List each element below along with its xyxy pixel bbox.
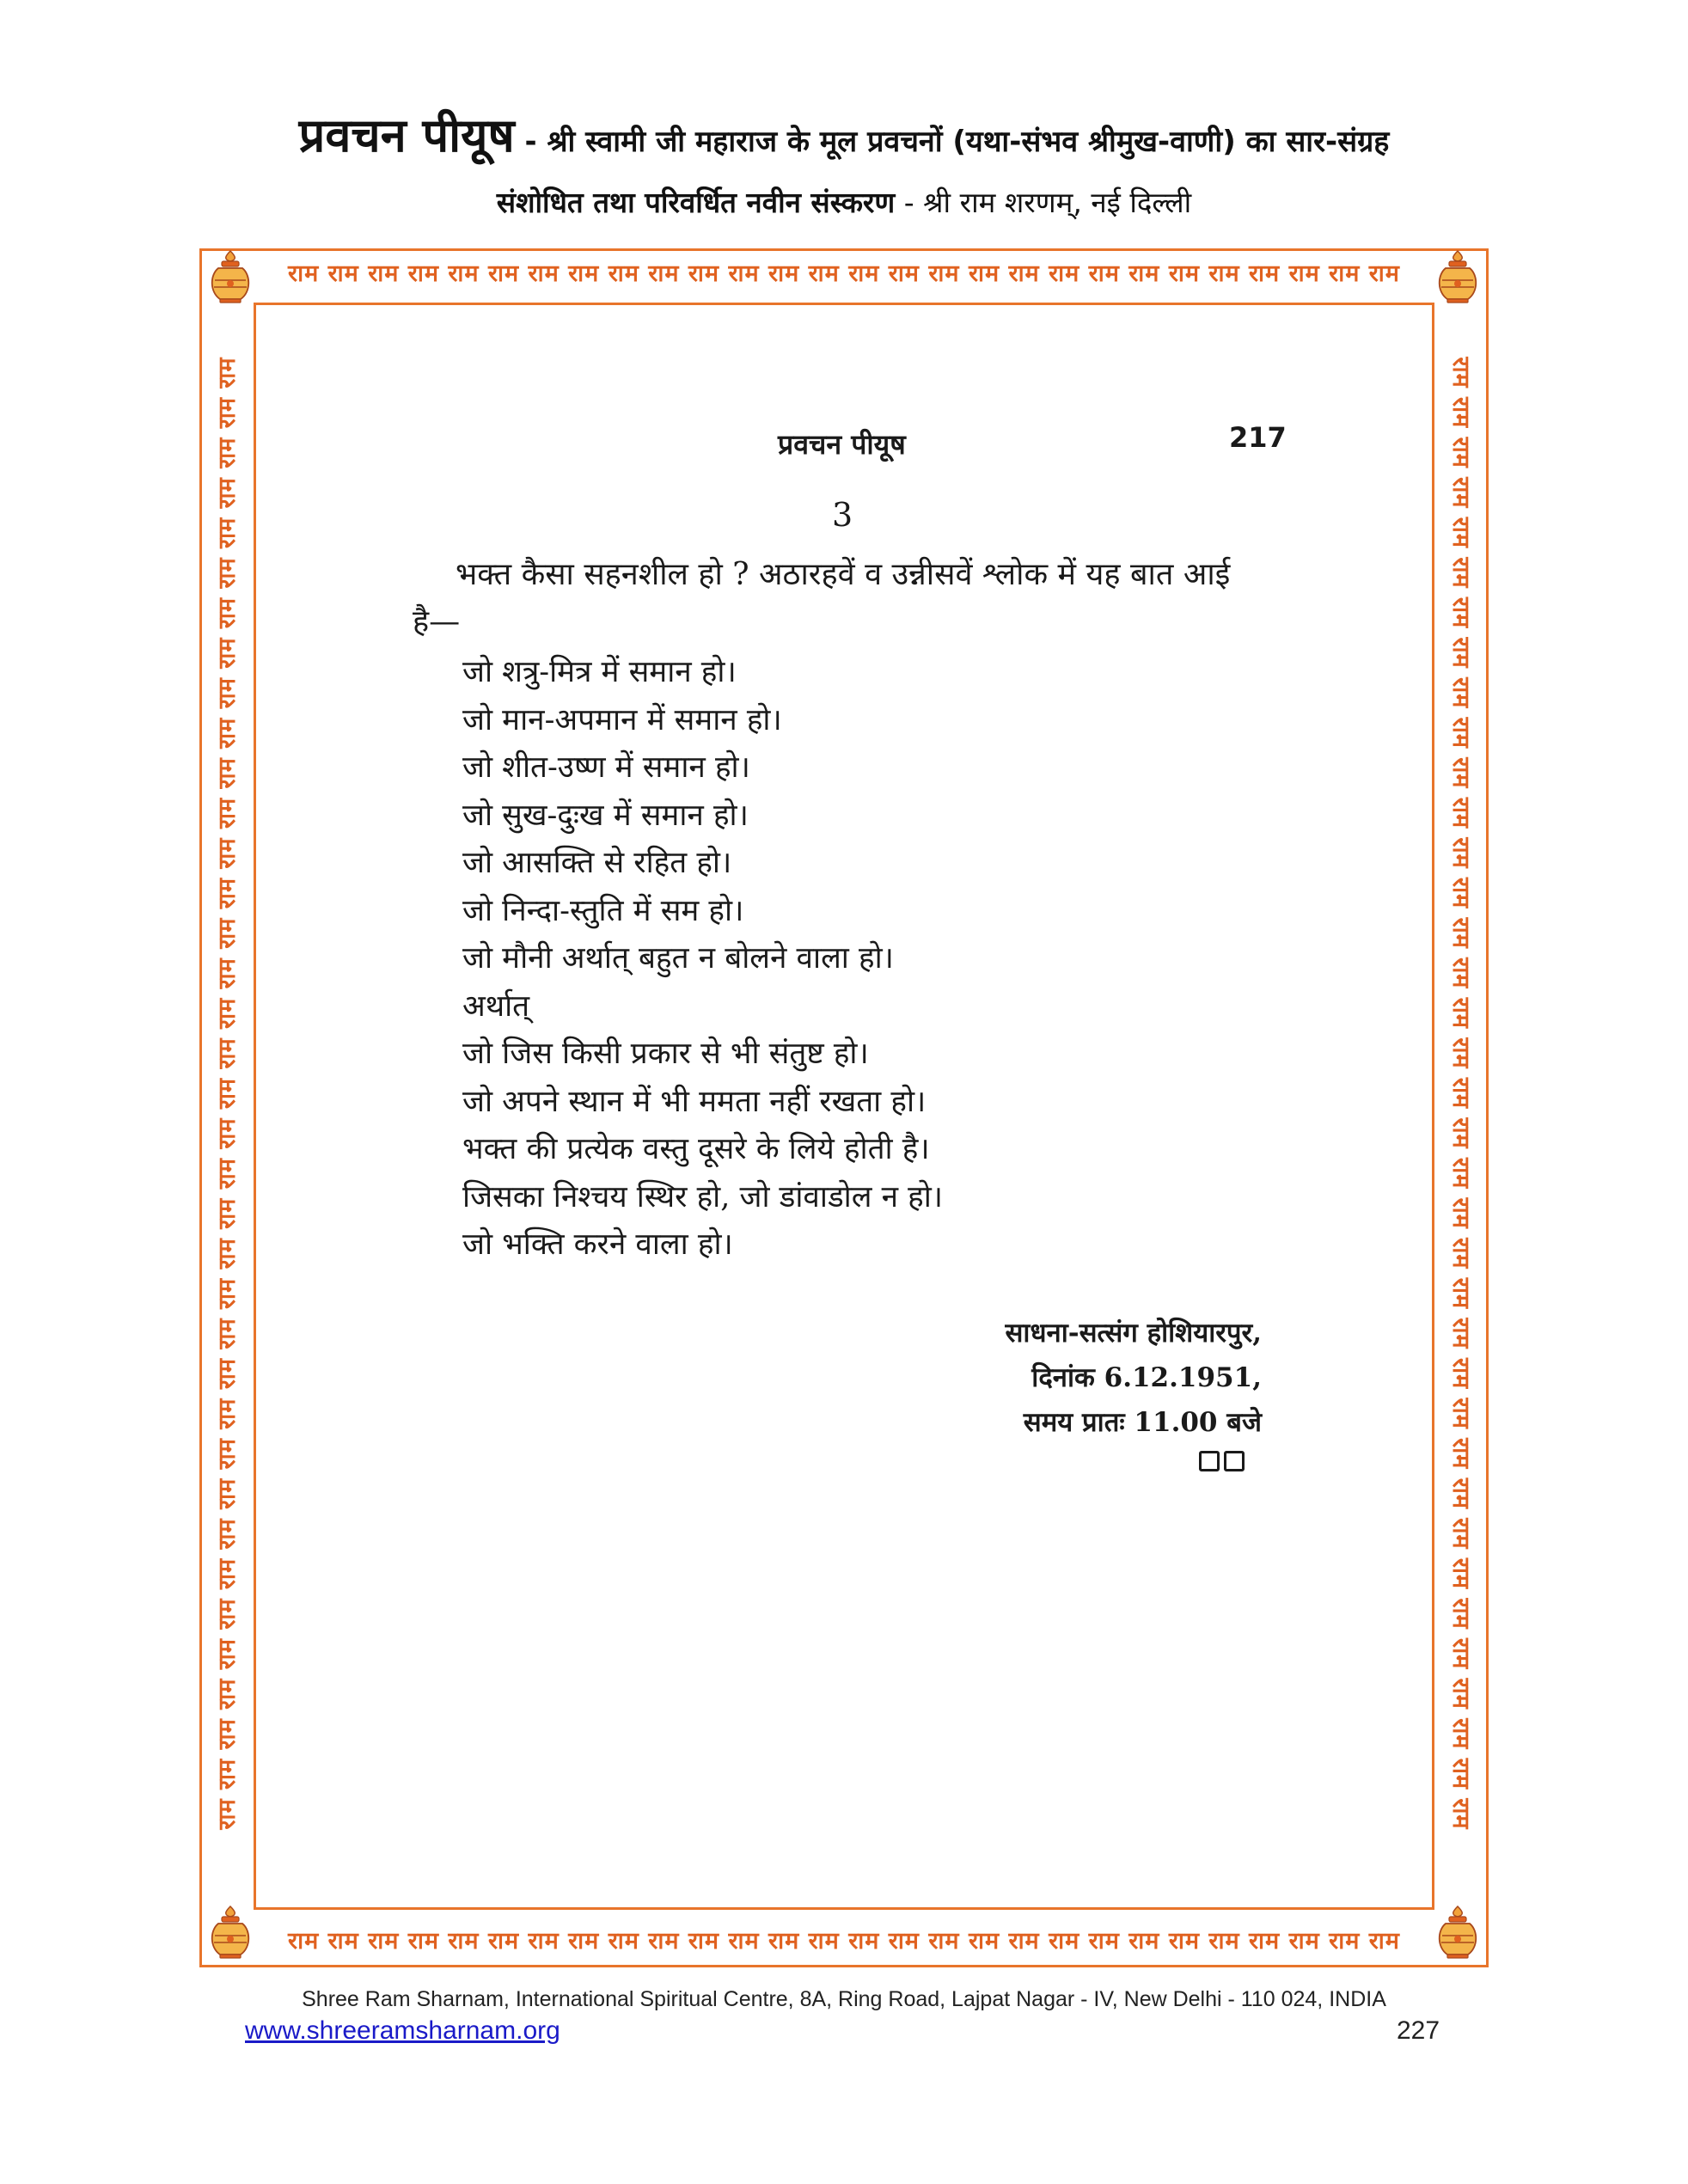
list-item: जो अपने स्थान में भी ममता नहीं रखता हो। <box>462 1084 927 1119</box>
square-mark-icon <box>1199 1451 1220 1471</box>
signature-time: समय प्रातः 11.00 बजे <box>1023 1407 1262 1438</box>
footer-address: Shree Ram Sharnam, International Spiritual Centre, 8A, Ring Road, Lajpat Nagar - IV, New Delhi - 110 024, INDIA <box>302 1987 1386 2011</box>
list-item: जो मान-अपमान में समान हो। <box>462 702 782 737</box>
kalash-pot-icon <box>206 249 254 304</box>
kalash-pot-icon <box>1434 1905 1482 1960</box>
discourse-signature <box>1005 1311 1262 1445</box>
list-item: जो मौनी अर्थात् बहुत न बोलने वाला हो। <box>462 941 894 976</box>
verse-list <box>462 649 943 1269</box>
end-of-section-mark <box>1199 1451 1249 1475</box>
section-number: 3 <box>832 496 853 534</box>
signature-place: साधना-सत्संग होशियारपुर, <box>1005 1318 1262 1349</box>
intro-paragraph-continuation: है— <box>413 604 461 639</box>
ram-border-bottom: राम राम राम राम राम राम राम राम राम राम राम राम राम राम राम राम राम राम राम राम राम राम राम राम राम राम राम राम <box>288 1928 1400 1955</box>
document-header <box>0 101 1688 165</box>
website-link[interactable]: www.shreeramsharnam.org <box>245 2016 560 2045</box>
running-title: प्रवचन पीयूष <box>778 428 906 461</box>
list-item: जो सुख-दुःख में समान हो। <box>462 798 749 833</box>
list-item: भक्त की प्रत्येक वस्तु दूसरे के लिये होती है। <box>462 1132 930 1166</box>
square-mark-icon <box>1224 1451 1245 1471</box>
ram-border-left: राम राम राम राम राम राम राम राम राम राम राम राम राम राम राम राम राम राम राम राम राम राम राम राम राम राम राम राम राम राम राम राम राम राम राम राम राम <box>214 357 241 1830</box>
list-item: जिसका निश्चय स्थिर हो, जो डांवाडोल न हो। <box>462 1179 944 1214</box>
header-subtitle: - श्री स्वामी जी महाराज के मूल प्रवचनों (यथा-संभव श्रीमुख-वाणी) का सार-संग्रह <box>514 125 1390 159</box>
edition-line <box>0 182 1688 221</box>
list-item: जो निन्दा-स्तुति में सम हो। <box>462 893 744 928</box>
scanned-page-number: 217 <box>1229 421 1287 454</box>
publisher-label: - श्री राम शरणम्, नई दिल्ली <box>895 186 1192 219</box>
list-item: जो भक्ति करने वाला हो। <box>462 1227 733 1262</box>
intro-paragraph: भक्त कैसा सहनशील हो ? अठारहवें व उन्नीसवें श्लोक में यह बात आई <box>456 557 1231 592</box>
kalash-pot-icon <box>206 1905 254 1960</box>
kalash-pot-icon <box>1434 249 1482 304</box>
edition-label: संशोधित तथा परिवर्धित नवीन संस्करण <box>496 186 896 219</box>
list-item: जो आसक्ति से रहित हो। <box>462 846 732 880</box>
list-item: जो जिस किसी प्रकार से भी संतुष्ट हो। <box>462 1037 869 1071</box>
list-item: जो शत्रु-मित्र में समान हो। <box>462 655 737 689</box>
footer-page-number: 227 <box>1397 2016 1440 2045</box>
ram-border-top: राम राम राम राम राम राम राम राम राम राम राम राम राम राम राम राम राम राम राम राम राम राम राम राम राम राम राम राम <box>288 260 1400 287</box>
book-title: प्रवचन पीयूष <box>298 108 515 162</box>
list-item: जो शीत-उष्ण में समान हो। <box>462 750 750 785</box>
ram-border-right: राम राम राम राम राम राम राम राम राम राम राम राम राम राम राम राम राम राम राम राम राम राम राम राम राम राम राम राम राम राम राम राम राम राम राम राम राम <box>1447 357 1474 1830</box>
list-item: अर्थात् <box>462 988 530 1024</box>
signature-date: दिनांक 6.12.1951, <box>1031 1362 1262 1393</box>
